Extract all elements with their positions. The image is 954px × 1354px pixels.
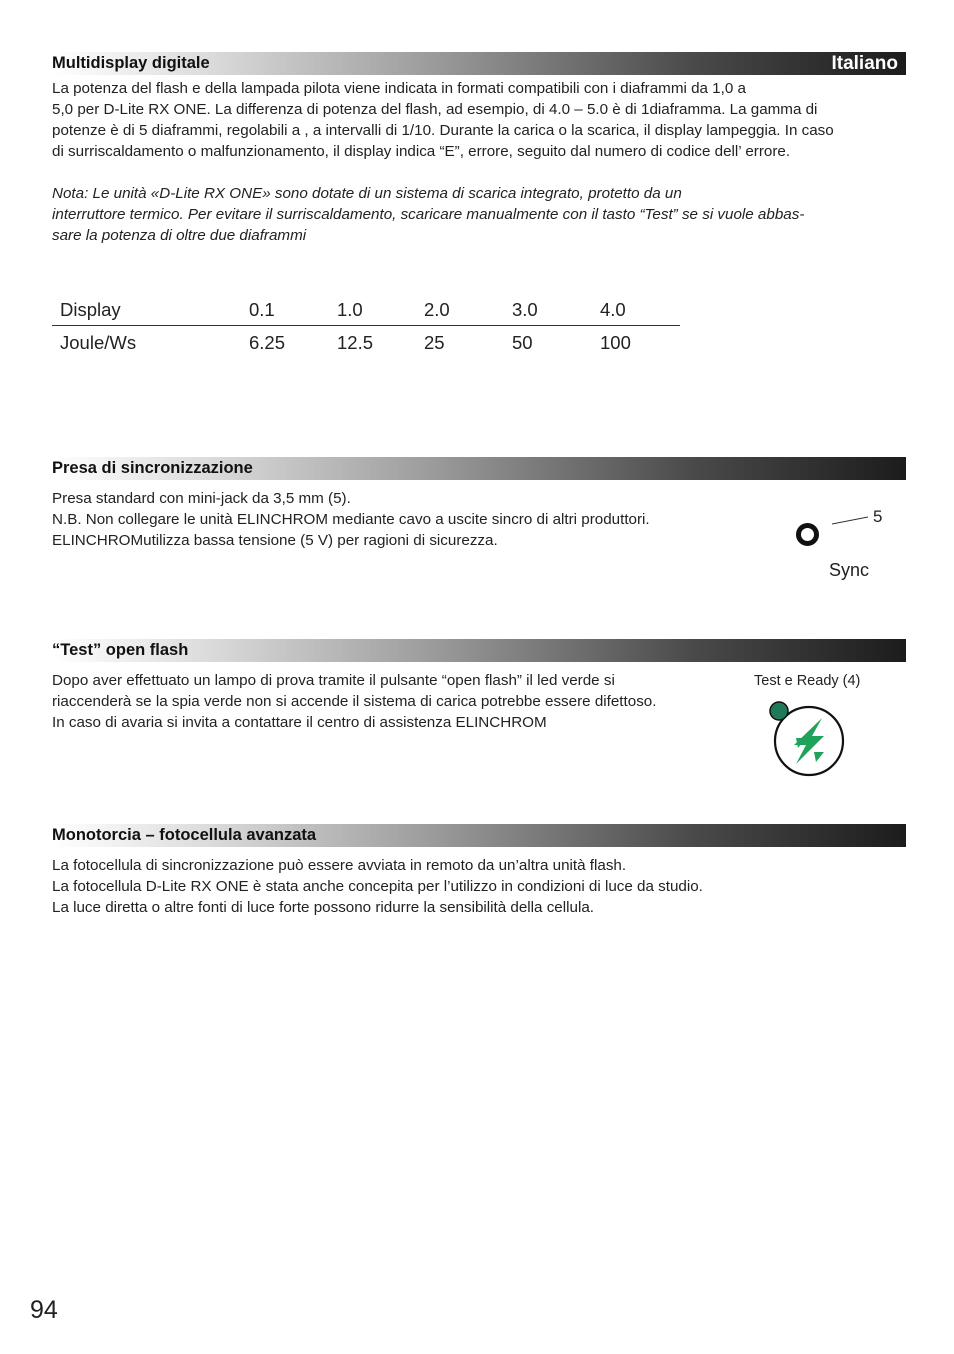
section-title: Monotorcia – fotocellula avanzata: [52, 826, 317, 844]
note-line: sare la potenza di oltre due diaframmi: [52, 227, 307, 244]
table-cell: 2.0: [424, 299, 450, 320]
body-line: In caso di avaria si invita a contattare il centro di assistenza ELINCHROM: [52, 714, 547, 731]
body-line: La potenza del flash e della lampada pilota viene indicata in formati compatibili con i diaframmi da 1,0 a: [52, 80, 746, 97]
body-line: La fotocellula di sincronizzazione può essere avviata in remoto da un’altra unità flash.: [52, 857, 627, 874]
section-title: Presa di sincronizzazione: [52, 459, 253, 477]
page-number: 94: [30, 1296, 58, 1324]
body-line: 5,0 per D-Lite RX ONE. La differenza di potenza del flash, ad esempio, di 4.0 – 5.0 è di 1diaframma. La gamma di: [52, 101, 818, 118]
table-cell: 50: [512, 332, 533, 353]
note-line: Nota: Le unità «D-Lite RX ONE» sono dotate di un sistema di scarica integrato, protetto da un: [52, 185, 682, 202]
table-cell: 6.25: [249, 332, 286, 353]
table-cell: 3.0: [512, 299, 538, 320]
body-line: potenze è di 5 diaframmi, regolabili a , a intervalli di 1/10. Durante la carica o la scarica, il display lampeggia. In caso: [52, 122, 834, 139]
ready-led-icon: [770, 702, 788, 720]
table-cell: 25: [424, 332, 445, 353]
language-label: Italiano: [831, 53, 898, 74]
sync-label: Sync: [829, 560, 870, 580]
body-line: di surriscaldamento o malfunzionamento, il display indica “E”, errore, seguito dal numero di codice dell’ errore.: [52, 143, 791, 160]
body-line: La fotocellula D-Lite RX ONE è stata anche concepita per l’utilizzo in condizioni di luce da studio.: [52, 878, 703, 895]
body-line: Dopo aver effettuato un lampo di prova tramite il pulsante “open flash” il led verde si: [52, 672, 615, 689]
monotorcia-body: [52, 855, 703, 918]
note-line: interruttore termico. Per evitare il surriscaldamento, scaricare manualmente con il tasto “Test” se si vuole abbas-: [52, 206, 805, 223]
table-cell: 12.5: [337, 332, 374, 353]
section-header-test: [52, 639, 906, 662]
body-line: N.B. Non collegare le unità ELINCHROM mediante cavo a uscite sincro di altri produttori.: [52, 511, 650, 528]
body-line: riaccenderà se la spia verde non si accende il sistema di carica potrebbe essere difettoso.: [52, 693, 657, 710]
table-cell: 1.0: [337, 299, 363, 320]
sync-body: [52, 488, 650, 551]
section-title: “Test” open flash: [52, 641, 189, 659]
test-body: [52, 670, 656, 733]
callout-line: [830, 514, 870, 526]
body-line: La luce diretta o altre fonti di luce forte possono ridurre la sensibilità della cellula.: [52, 899, 594, 916]
test-ready-label: Test e Ready (4): [754, 673, 861, 689]
body-line: ELINCHROMutilizza bassa tensione (5 V) per ragioni di sicurezza.: [52, 532, 498, 549]
body-line: Presa standard con mini-jack da 3,5 mm (5).: [52, 490, 351, 507]
table-row: [52, 329, 680, 359]
table-cell: 100: [600, 332, 631, 353]
table-divider: [52, 325, 680, 326]
multidisplay-body: [52, 78, 834, 162]
table-cell: 4.0: [600, 299, 626, 320]
multidisplay-note: [52, 183, 804, 246]
section-title: Multidisplay digitale: [52, 54, 210, 72]
table-cell: 0.1: [249, 299, 275, 320]
row-label: Display: [60, 299, 121, 320]
section-header-sync: [52, 457, 906, 480]
section-header-monotorcia: [52, 824, 906, 847]
callout-number: 5: [873, 507, 883, 526]
sync-port-icon: [796, 523, 819, 546]
table-row: [52, 296, 680, 326]
test-ready-button: [766, 700, 848, 780]
section-header-multidisplay: [52, 52, 906, 75]
power-table: [52, 296, 680, 359]
row-label: Joule/Ws: [60, 332, 137, 353]
